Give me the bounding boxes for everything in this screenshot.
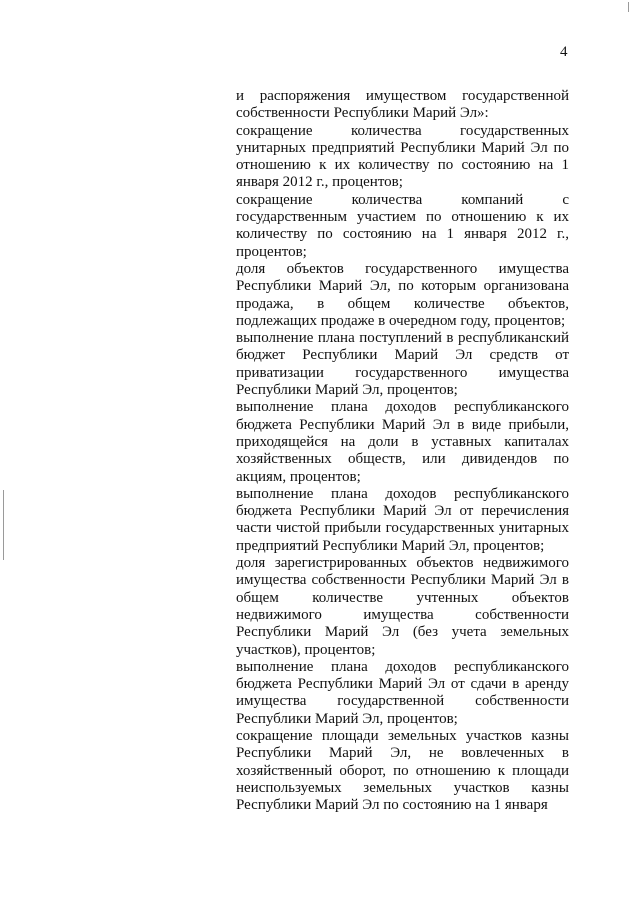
scan-edge-mark [3,490,4,560]
paragraph: и распоряжения имуществом государственной собственности Республики Марий Эл»: [236,88,569,122]
scan-edge-mark [628,2,629,12]
paragraph: сокращение площади земельных участков казны Республики Марий Эл, не вовлеченных в хозяйственный оборот, по отношению к площади неиспользуемых земельных участков казны Республики Марий Эл по состоянию на 1 января [236,727,569,814]
paragraph: выполнение плана поступлений в республиканский бюджет Республики Марий Эл средств от приватизации государственного имущества Республики Марий Эл, процентов; [236,330,569,399]
paragraph: доля зарегистрированных объектов недвижимого имущества собственности Республики Марий Эл в общем количестве учтенных объектов недвижимого имущества собственности Республики Марий Эл (без учета земельных участков), процентов; [236,555,569,658]
paragraph: выполнение плана доходов республиканского бюджета Республики Марий Эл от перечисления части чистой прибыли государственных унитарных предприятий Республики Марий Эл, процентов; [236,485,569,554]
paragraph: сокращение количества компаний с государственным участием по отношению к их количеству по состоянию на 1 января 2012 г., процентов; [236,191,569,260]
paragraph: выполнение плана доходов республиканского бюджета Республики Марий Эл в виде прибыли, приходящейся на доли в уставных капиталах хозяйственных обществ, или дивидендов по акциям, процентов; [236,399,569,485]
paragraph: сокращение количества государственных унитарных предприятий Республики Марий Эл по отношению к их количеству по состоянию на 1 января 2012 г., процентов; [236,122,569,191]
document-body [236,88,569,814]
paragraph: доля объектов государственного имущества Республики Марий Эл, по которым организована продажа, в общем количестве объектов, подлежащих продаже в очередном году, процентов; [236,260,569,329]
paragraph: выполнение плана доходов республиканского бюджета Республики Марий Эл от сдачи в аренду имущества государственной собственности Республики Марий Эл, процентов; [236,658,569,727]
page-number: 4 [560,44,568,60]
